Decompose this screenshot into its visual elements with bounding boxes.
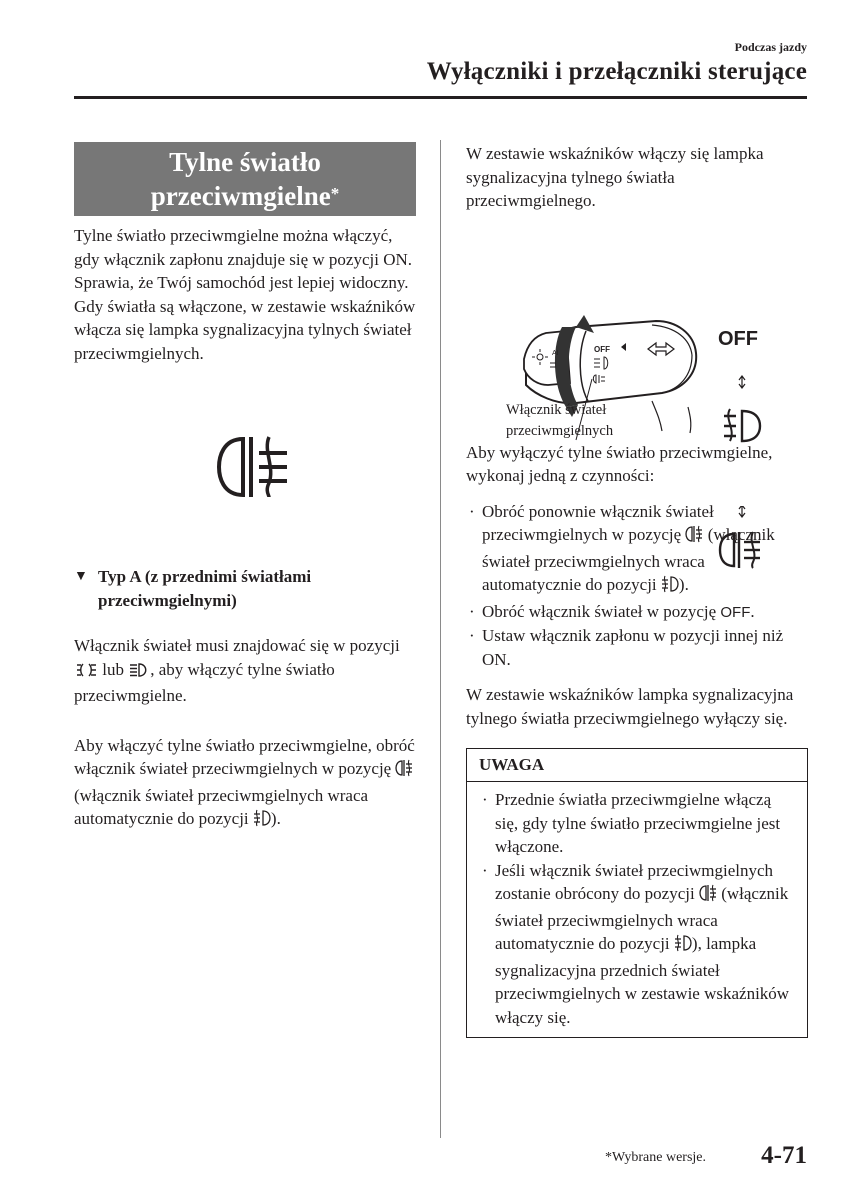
note-body xyxy=(467,782,807,1037)
list-item xyxy=(466,500,808,600)
text-span: (włącznik świateł przeciwmgielnych wraca automatycznie do pozycji xyxy=(74,785,369,828)
note-box xyxy=(466,748,808,1038)
list-item xyxy=(466,600,808,625)
text-span: Obróć włącznik świateł w pozycję xyxy=(482,601,721,621)
section-title-box xyxy=(74,142,416,216)
list-item xyxy=(479,859,795,1030)
front-fog-lamp-icon xyxy=(253,809,271,834)
turn-off-intro: Aby wyłączyć tylne światło przeciwmgielne, wykonaj jedną z czynności: xyxy=(466,442,773,485)
svg-text:AI: AI xyxy=(552,349,559,357)
caption-line-1: Włącznik świateł xyxy=(506,401,607,418)
left-column xyxy=(74,142,417,834)
rear-fog-lamp-icon xyxy=(395,759,413,784)
text-span: lub xyxy=(98,659,129,679)
text-span: Aby włączyć tylne światło przeciwmgielne, obróć włącznik świateł przeciwmgielnych w pozycję xyxy=(74,735,415,778)
type-a-heading xyxy=(74,565,417,612)
asterisk-mark: * xyxy=(330,184,340,203)
section-title-text: przeciwmgielne xyxy=(150,181,331,211)
header-section-label: Podczas jazdy xyxy=(734,40,807,54)
header-divider xyxy=(74,96,807,99)
fog-switch-figure xyxy=(466,235,808,445)
parking-lamp-icon xyxy=(74,661,98,685)
indicator-paragraph: W zestawie wskaźników włączy się lampka sygnalizacyjna tylnego światła przeciwmgielnego. xyxy=(466,144,764,210)
text-span: ), lampka sygnalizacyjna przednich świateł przeciwmgielnych w zestawie wskaźników włączy się. xyxy=(495,934,790,1027)
rear-fog-lamp-icon xyxy=(685,525,703,550)
list-item: · Ustaw włącznik zapłonu w pozycji innej niż ON. xyxy=(466,624,808,671)
text-span: Włącznik świateł musi znajdować się w pozycji xyxy=(74,636,400,655)
text-span: Obróć ponownie włącznik świateł przeciwmgielnych w pozycję xyxy=(482,501,714,544)
section-title-line1: Tylne światło xyxy=(169,147,321,177)
list-item: · Przednie światła przeciwmgielne włączą się, gdy tylne światło przeciwmgielne jest włączone. xyxy=(479,788,795,859)
off-position-label: OFF xyxy=(718,327,758,350)
position-paragraph xyxy=(74,634,417,708)
text-span: , aby włączyć tylne światło przeciwmgielne. xyxy=(74,659,335,705)
page-number: 4-71 xyxy=(761,1142,807,1169)
front-fog-lamp-icon xyxy=(674,934,692,959)
caption-line-2: przeciwmgielnych xyxy=(506,422,614,439)
text-span: (włącznik świateł przeciwmgielnych wraca automatycznie do pozycji xyxy=(495,884,789,953)
text-span: Jeśli włącznik świateł przeciwmgielnych zostanie obrócony do pozycji xyxy=(495,860,774,903)
text-span: (włącznik świateł przeciwmgielnych wraca automatycznie do pozycji xyxy=(482,525,775,594)
text-span: ). xyxy=(270,809,281,828)
intro-paragraph-1: Tylne światło przeciwmgielne można włączyć, gdy włącznik zapłonu znajduje się w pozycji ON. xyxy=(74,226,413,269)
turn-off-list xyxy=(466,500,808,672)
switch-off-marking: OFF xyxy=(594,344,610,354)
front-fog-lamp-icon xyxy=(724,409,760,441)
note-heading: UWAGA xyxy=(467,749,807,782)
rear-fog-lamp-icon xyxy=(699,884,717,909)
triangle-marker: ▼ xyxy=(74,569,88,584)
page-title: Wyłączniki i przełączniki sterujące xyxy=(426,58,807,85)
figure-caption xyxy=(506,400,613,442)
activation-paragraph xyxy=(74,734,417,834)
intro-paragraph-2: Sprawia, że Twój samochód jest lepiej widoczny. xyxy=(74,273,409,292)
front-fog-lamp-icon xyxy=(661,575,679,600)
intro-paragraph-3: Gdy światła są włączone, w zestawie wskaźników włącza się lampka sygnalizacyjna tylnych świateł przeciwmgielnych. xyxy=(74,296,416,363)
text-span: . xyxy=(750,601,755,621)
text-span: ). xyxy=(678,575,689,594)
footnote: *Wybrane wersje. xyxy=(605,1150,707,1165)
right-column xyxy=(466,142,808,1038)
headlight-icon xyxy=(128,661,150,685)
rear-fog-lamp-icon xyxy=(74,431,417,503)
off-position-text: OFF xyxy=(720,603,751,621)
note-list xyxy=(479,788,795,1029)
indicator-off-paragraph: W zestawie wskaźników lampka sygnalizacyjna tylnego światła przeciwmgielnego wyłączy się. xyxy=(466,685,794,728)
section-title-line2 xyxy=(74,179,416,213)
column-divider xyxy=(440,140,441,1138)
type-a-heading-text: Typ A (z przednimi światłami przeciwmgielnymi) xyxy=(98,567,312,610)
